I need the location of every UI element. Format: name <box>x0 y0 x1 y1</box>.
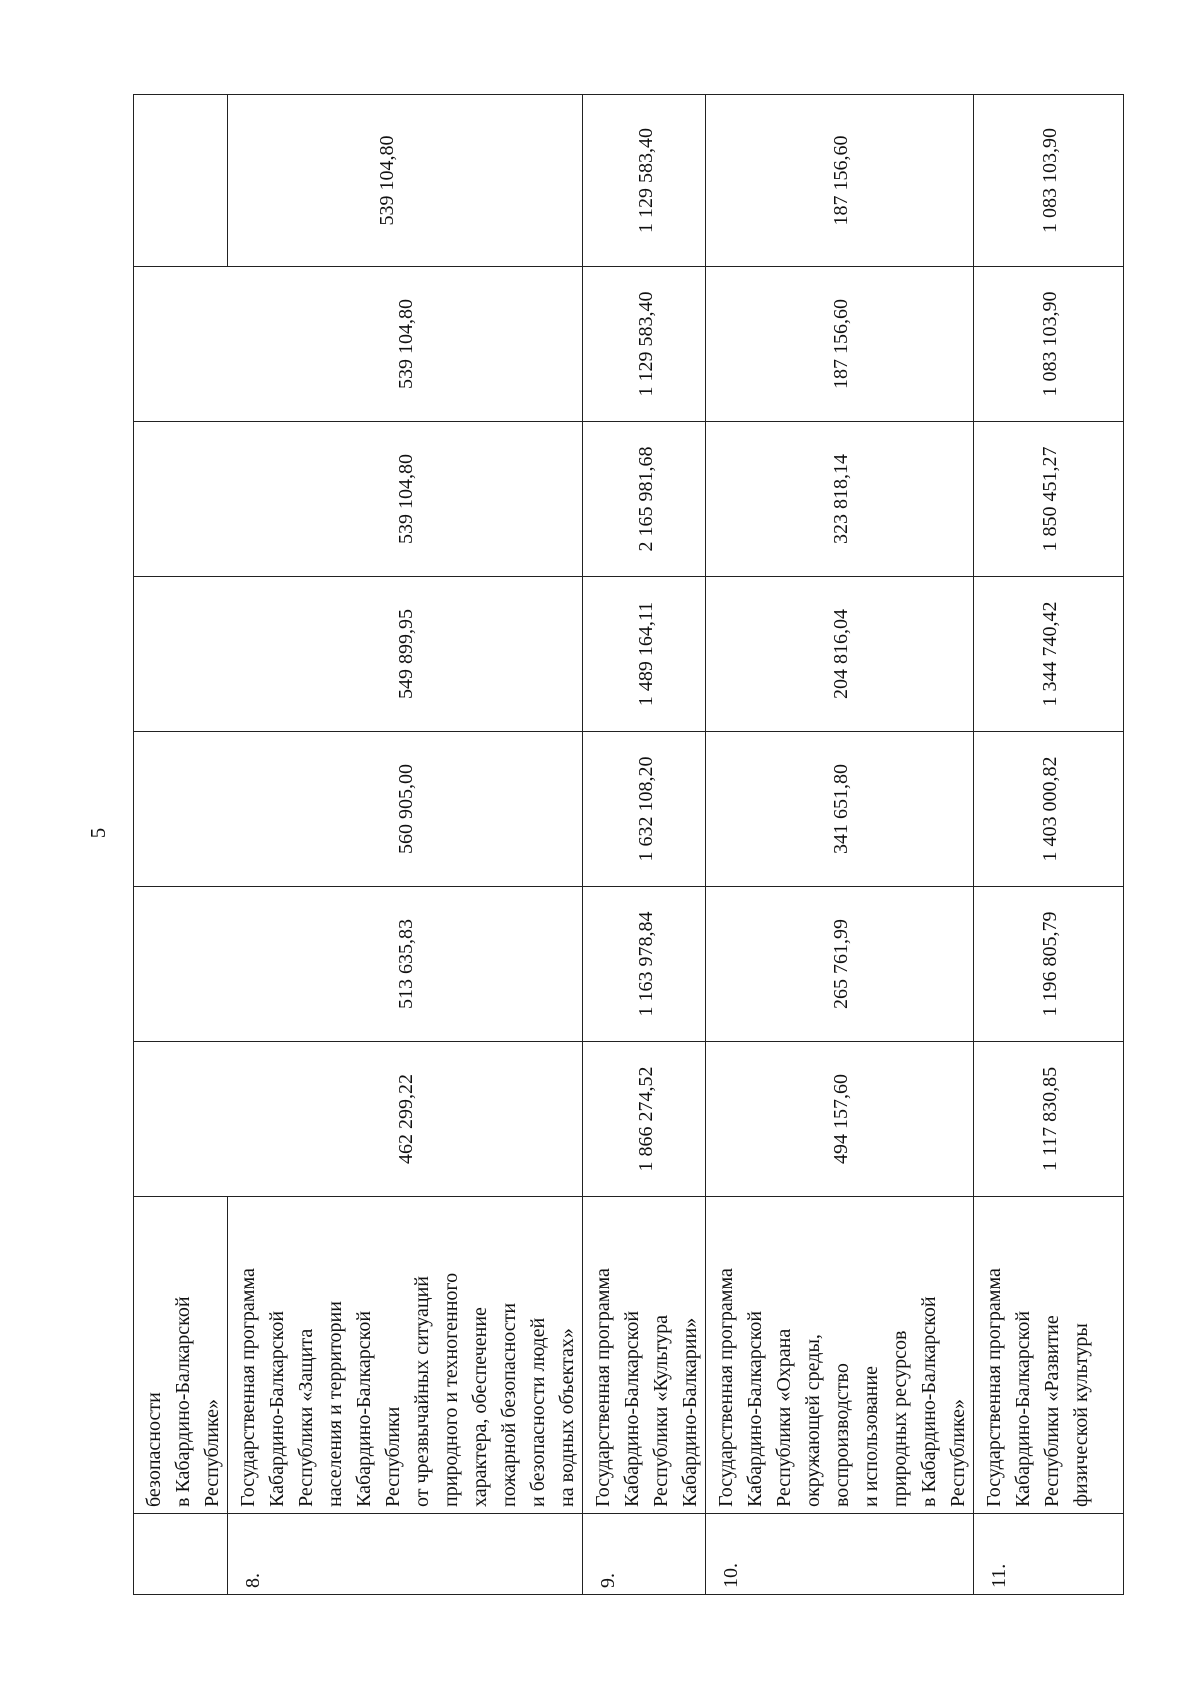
program-name-line: Республики «Охрана <box>773 1328 795 1507</box>
program-name-line: Государственная программа <box>237 1268 259 1507</box>
program-name-line: безопасности <box>143 1392 165 1507</box>
program-name-line: в Кабардино-Балкарской <box>918 1296 940 1507</box>
value-cell <box>706 95 974 267</box>
value-cell <box>228 577 583 732</box>
program-name <box>583 1197 706 1514</box>
value-cell <box>706 577 974 732</box>
value-cell <box>134 732 228 887</box>
value-text: 1 403 000,82 <box>1039 756 1061 862</box>
program-name-line: и безопасности людей <box>527 1317 549 1507</box>
value-cell <box>706 267 974 422</box>
value-text: 549 899,95 <box>395 609 418 699</box>
value-text: 539 104,80 <box>395 299 418 389</box>
table-row <box>974 95 1124 1595</box>
value-text: 1 083 103,90 <box>1039 291 1061 397</box>
value-cell <box>583 267 706 422</box>
budget-table <box>133 94 1124 1595</box>
value-text: 204 816,04 <box>830 609 852 699</box>
value-cell <box>583 732 706 887</box>
row-number: 8. <box>228 1514 583 1595</box>
value-text: 341 651,80 <box>830 764 852 854</box>
value-text: 265 761,99 <box>830 919 852 1009</box>
value-cell <box>974 732 1124 887</box>
value-text: 1 632 108,20 <box>634 756 657 862</box>
budget-table-rotated <box>133 95 1092 1595</box>
program-name-line: природного и техногенного <box>440 1272 462 1507</box>
program-name-line: Кабардино-Балкарской <box>353 1310 375 1507</box>
value-text: 462 299,22 <box>395 1074 418 1164</box>
value-cell <box>583 887 706 1042</box>
program-name-line: на водных объектах» <box>556 1328 578 1507</box>
value-cell <box>134 422 228 577</box>
value-cell <box>134 887 228 1042</box>
program-name-line: Государственная программа <box>715 1268 737 1507</box>
value-text: 1 850 451,27 <box>1039 446 1061 552</box>
program-name-line: и использование <box>860 1366 882 1507</box>
program-name-line: населения и территории <box>324 1301 346 1507</box>
value-cell <box>706 732 974 887</box>
value-cell <box>583 577 706 732</box>
value-cell <box>974 95 1124 267</box>
value-text: 1 083 103,90 <box>1039 128 1061 233</box>
value-text: 1 117 830,85 <box>1039 1066 1061 1172</box>
value-text: 323 818,14 <box>830 454 852 544</box>
program-name-line: Кабардино-Балкарии» <box>679 1317 701 1507</box>
value-cell <box>706 887 974 1042</box>
program-name <box>974 1197 1124 1514</box>
value-cell <box>228 95 583 267</box>
table-row <box>706 95 974 1595</box>
program-name-line: Кабардино-Балкарской <box>744 1310 766 1507</box>
program-name-line: Республики «Культура <box>650 1315 672 1507</box>
program-name-line: воспроизводство <box>831 1363 853 1507</box>
value-cell <box>134 267 228 422</box>
value-cell <box>974 577 1124 732</box>
value-cell <box>228 422 583 577</box>
program-name <box>134 1197 228 1514</box>
value-text: 187 156,60 <box>830 135 852 226</box>
row-number: 11. <box>974 1514 1124 1595</box>
value-cell <box>228 1042 583 1197</box>
row-number <box>134 1514 228 1595</box>
program-name <box>706 1197 974 1514</box>
program-name-line: Кабардино-Балкарской <box>266 1310 288 1507</box>
value-text: 2 165 981,68 <box>634 446 657 552</box>
value-cell <box>583 422 706 577</box>
value-text: 1 344 740,42 <box>1039 601 1061 707</box>
program-name-line: Республике» <box>947 1398 969 1507</box>
value-cell <box>974 267 1124 422</box>
value-text: 1 489 164,11 <box>634 601 657 707</box>
value-cell <box>583 1042 706 1197</box>
value-text: 560 905,00 <box>395 764 418 854</box>
program-name-line: от чрезвычайных ситуаций <box>411 1276 433 1507</box>
program-name-line: Государственная программа <box>983 1268 1005 1507</box>
value-text: 187 156,60 <box>830 299 852 389</box>
value-text: 1 129 583,40 <box>634 128 657 233</box>
program-name-line: Республики «Защита <box>295 1328 317 1507</box>
value-cell <box>134 95 228 267</box>
value-cell <box>974 422 1124 577</box>
value-cell <box>228 732 583 887</box>
value-cell <box>134 577 228 732</box>
program-name-line: Государственная программа <box>592 1268 614 1507</box>
program-name-line: Кабардино-Балкарской <box>1012 1310 1034 1507</box>
program-name-line: Республики <box>382 1406 404 1507</box>
program-name-line: характера, обеспечение <box>469 1307 491 1507</box>
table-row <box>134 95 228 1595</box>
value-cell <box>134 1042 228 1197</box>
value-text: 1 129 583,40 <box>634 291 657 397</box>
table-row <box>228 95 583 1595</box>
program-name-line: физической культуры <box>1070 1323 1092 1507</box>
program-name-line: в Кабардино-Балкарской <box>172 1296 194 1507</box>
value-cell <box>228 887 583 1042</box>
value-cell <box>228 267 583 422</box>
value-cell <box>974 887 1124 1042</box>
table-row <box>583 95 706 1595</box>
program-name-line: пожарной безопасности <box>498 1302 520 1507</box>
value-text: 1 163 978,84 <box>634 911 657 1017</box>
value-text: 1 866 274,52 <box>634 1066 657 1172</box>
row-number: 10. <box>706 1514 974 1595</box>
value-cell <box>706 422 974 577</box>
value-text: 539 104,80 <box>375 135 398 226</box>
value-cell <box>583 95 706 267</box>
row-number: 9. <box>583 1514 706 1595</box>
program-name-line: Кабардино-Балкарской <box>621 1310 643 1507</box>
page-number: 5 <box>86 827 110 839</box>
value-text: 494 157,60 <box>830 1074 852 1164</box>
value-cell <box>706 1042 974 1197</box>
program-name-line: Республики «Развитие <box>1041 1315 1063 1507</box>
program-name <box>228 1197 583 1514</box>
program-name-line: окружающей среды, <box>802 1334 824 1507</box>
value-text: 1 196 805,79 <box>1039 911 1061 1017</box>
value-text: 539 104,80 <box>395 454 418 544</box>
value-cell <box>974 1042 1124 1197</box>
program-name-line: природных ресурсов <box>889 1330 911 1507</box>
value-text: 513 635,83 <box>395 919 418 1009</box>
program-name-line: Республике» <box>201 1398 223 1507</box>
